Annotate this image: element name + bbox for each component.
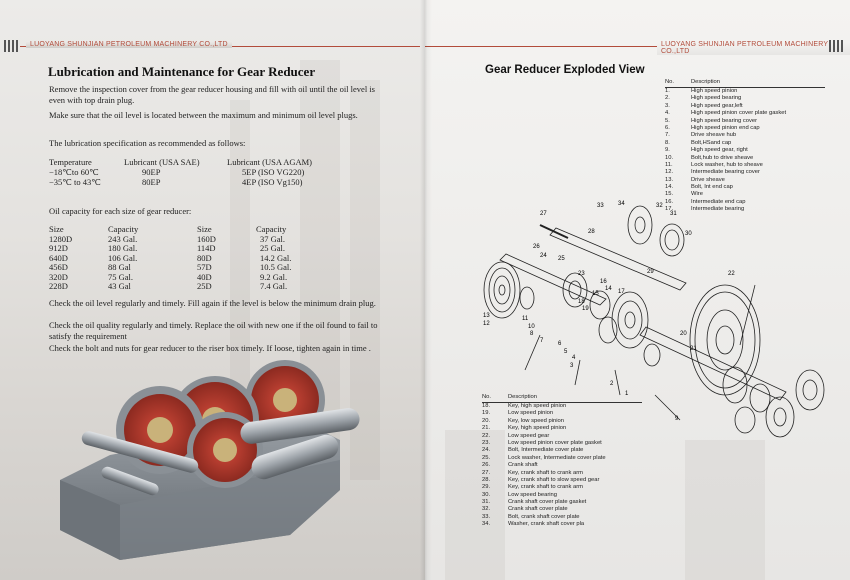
list-item: 11. Lock washer, hub to sheave	[665, 161, 763, 168]
list-item: 22. Low speed gear	[482, 432, 550, 439]
table-cell: 114D	[197, 243, 216, 253]
right-page	[425, 0, 850, 580]
list-item: 6. High speed pinion end cap	[665, 124, 760, 131]
table-cell: 180 Gal.	[108, 243, 138, 253]
list-item: 21. Key, high speed pinion	[482, 425, 567, 432]
table-header: Size	[49, 224, 64, 234]
table-cell: 10.5 Gal.	[260, 262, 292, 272]
list-item: 13. Drive sheave	[665, 176, 725, 183]
table-cell: 5EP (ISO VG220)	[242, 167, 305, 177]
table-cell: −18℃to 60℃	[49, 167, 99, 177]
end-cap	[796, 370, 824, 410]
table-header: Capacity	[256, 224, 287, 234]
header-stripes	[829, 40, 843, 52]
low-speed-bearing	[660, 224, 684, 256]
callout-label: 17	[618, 289, 625, 295]
callout-label: 20	[680, 331, 687, 337]
table-cell: 25D	[197, 281, 212, 291]
list-item: 12. Intermediate bearing cover	[665, 169, 760, 176]
column-header-no: No.	[665, 79, 675, 85]
parts-list-header	[482, 393, 642, 403]
callout-label: 15	[592, 291, 599, 297]
list-item: 29. Key, crank shaft to crank arm	[482, 484, 583, 491]
callout-label: 13	[483, 313, 490, 319]
table-cell: 4EP (ISO Vg150)	[242, 177, 303, 187]
list-item: 20. Key, low speed pinion	[482, 417, 564, 424]
list-item: 10. Bolt,hub to drive sheave	[665, 154, 754, 161]
page-title: Gear Reducer Exploded View	[485, 64, 645, 76]
list-item: 4. High speed pinion cover plate gasket	[665, 110, 787, 117]
callout-label: 16	[600, 279, 607, 285]
list-item: 30. Low speed bearing	[482, 491, 557, 498]
table-header: Lubricant (USA SAE)	[124, 157, 200, 167]
list-item: 25. Lock washer, Intermediate cover plate	[482, 454, 606, 461]
callout-label: 33	[597, 203, 604, 209]
callout-label: 7	[540, 338, 544, 344]
parts-list-header	[665, 78, 825, 88]
table-cell: 80EP	[142, 177, 161, 187]
company-name: LUOYANG SHUNJIAN PETROLEUM MACHINERY CO.,LTD	[26, 41, 232, 48]
callout-label: 10	[528, 324, 535, 330]
callout-label: 1	[625, 391, 629, 397]
callout-label: 24	[540, 253, 547, 259]
column-header-description: Description	[508, 394, 537, 400]
table-header: Lubricant (USA AGAM)	[227, 157, 312, 167]
list-item: 18. Key, high speed pinion	[482, 403, 567, 409]
paragraph: Remove the inspection cover from the gear reducer housing and fill with oil until the oil level is even with top drain plug.	[49, 84, 375, 105]
table-cell: 90EP	[142, 167, 161, 177]
callout-label: 14	[605, 286, 612, 292]
table-cell: 320D	[49, 271, 68, 282]
callout-label: 12	[483, 321, 490, 327]
callout-label: 4	[572, 355, 576, 361]
callout-label: 3	[570, 363, 574, 369]
callout-label: 21	[690, 346, 697, 352]
paragraph: The lubrication specification as recommended as follows:	[49, 138, 246, 148]
table-header: Capacity	[108, 224, 139, 234]
callout-label: 5	[564, 349, 568, 355]
table-cell: 456D	[49, 262, 68, 272]
table-cell: 228D	[49, 281, 68, 291]
table-cell: 1280D	[49, 233, 73, 244]
callout-label: 32	[656, 203, 663, 209]
callout-label: 25	[558, 256, 565, 262]
callout-label: 6	[558, 341, 562, 347]
table-cell: 40D	[197, 271, 212, 282]
paragraph: Check the oil quality regularly and timely. Replace the oil with new one if the oil found to fail to satisfy the requirement	[49, 320, 378, 341]
sheave-hub	[520, 287, 534, 309]
gear-reducer-photo	[40, 360, 380, 570]
list-item: 15. Wire	[665, 191, 703, 198]
list-item: 16. Intermediate end cap	[665, 198, 746, 205]
callout-label: 22	[728, 271, 735, 277]
table-cell: 25 Gal.	[260, 243, 286, 253]
page-title: Lubrication and Maintenance for Gear Reducer	[48, 64, 316, 79]
table-cell: 80D	[197, 252, 212, 263]
header-stripes	[4, 40, 18, 52]
list-item: 1. High speed pinion	[665, 88, 738, 94]
list-item: 7. Drive sheave hub	[665, 132, 737, 139]
high-speed-gear-left	[612, 292, 648, 348]
list-item: 27. Key, crank shaft to crank arm	[482, 469, 583, 476]
table-cell: 7.4 Gal.	[260, 281, 288, 291]
parts-list-bottom	[482, 393, 642, 529]
callout-label: 9	[675, 416, 679, 422]
callout-label: 29	[647, 269, 654, 275]
high-speed-shaft	[500, 254, 606, 305]
table-cell: 14.2 Gal.	[260, 252, 292, 263]
table-cell: 640D	[49, 252, 68, 263]
callout-label: 19	[582, 306, 589, 312]
table-cell: 912D	[49, 243, 68, 253]
table-cell: 43 Gal	[108, 281, 131, 291]
callout-label: 34	[618, 201, 625, 207]
list-item: 19. Low speed pinion	[482, 410, 554, 417]
table-cell: 243 Gal.	[108, 233, 138, 244]
list-item: 28. Key, crank shaft to slow speed gear	[482, 476, 600, 483]
background-column	[685, 440, 765, 580]
table-cell: 106 Gal.	[108, 252, 138, 263]
list-item: 31. Crank shaft cover plate gasket	[482, 499, 587, 506]
list-item: 34. Washer, crank shaft cover pla	[482, 521, 585, 528]
list-item: 5. High speed bearing cover	[665, 117, 758, 124]
list-item: 14. Bolt, Int end cap	[665, 184, 733, 191]
column-header-no: No.	[482, 394, 492, 400]
low-speed-pinion-shaft	[640, 327, 786, 400]
list-item: 32. Crank shaft cover plate	[482, 506, 568, 513]
table-cell: 57D	[197, 262, 212, 272]
table-header: Temperature	[49, 157, 92, 167]
list-item: 9. High speed gear, right	[665, 147, 748, 154]
list-item: 24. Bolt, Intermediate cover plate	[482, 447, 584, 454]
capacity-intro: Oil capacity for each size of gear reducer:	[49, 206, 192, 216]
table-header: Size	[197, 224, 212, 234]
low-speed-gear	[690, 285, 760, 395]
callout-label: 26	[533, 244, 540, 250]
crank-shaft-cover-plate	[628, 206, 652, 244]
callout-label: 27	[540, 211, 547, 217]
list-item: 3. High speed gear,left	[665, 102, 743, 109]
callout-label: 18	[578, 299, 585, 305]
list-item: 33. Bolt, crank shaft cover plate	[482, 513, 580, 520]
table-cell: 88 Gal	[108, 262, 131, 272]
list-item: 8. Bolt,HSand cap	[665, 139, 732, 146]
parts-list-top	[665, 78, 825, 214]
paragraph: Check the bolt and nuts for gear reducer to the riser box timely. If loose, tighten again in time .	[49, 343, 371, 353]
table-cell: 9.2 Gal.	[260, 271, 288, 282]
table-cell: −35℃ to 43℃	[49, 177, 101, 187]
table-cell: 160D	[197, 233, 216, 244]
column-header-description: Description	[691, 79, 720, 85]
page-fold	[420, 0, 432, 580]
table-cell: 37 Gal.	[260, 233, 286, 244]
list-item: 2. High speed bearing	[665, 95, 742, 102]
callout-label: 28	[588, 229, 595, 235]
callout-label: 31	[670, 211, 677, 217]
callout-label: 30	[685, 231, 692, 237]
list-item: 17. Intermediate bearing	[665, 206, 745, 213]
list-item: 26. Crank shaft	[482, 462, 538, 469]
callout-label: 11	[522, 316, 529, 322]
callout-label: 2	[610, 381, 614, 387]
paragraph: Make sure that the oil level is located between the maximum and minimum oil level plugs.	[49, 110, 358, 120]
callout-label: 8	[530, 331, 534, 337]
list-item: 23. Low speed pinion cover plate gasket	[482, 439, 602, 446]
company-name: LUOYANG SHUNJIAN PETROLEUM MACHINERY CO.,LTD	[657, 41, 850, 55]
table-cell: 75 Gal.	[108, 271, 134, 282]
callout-label: 23	[578, 271, 585, 277]
paragraph: Check the oil level regularly and timely. Fill again if the level is below the minimum drain plug.	[49, 298, 376, 308]
